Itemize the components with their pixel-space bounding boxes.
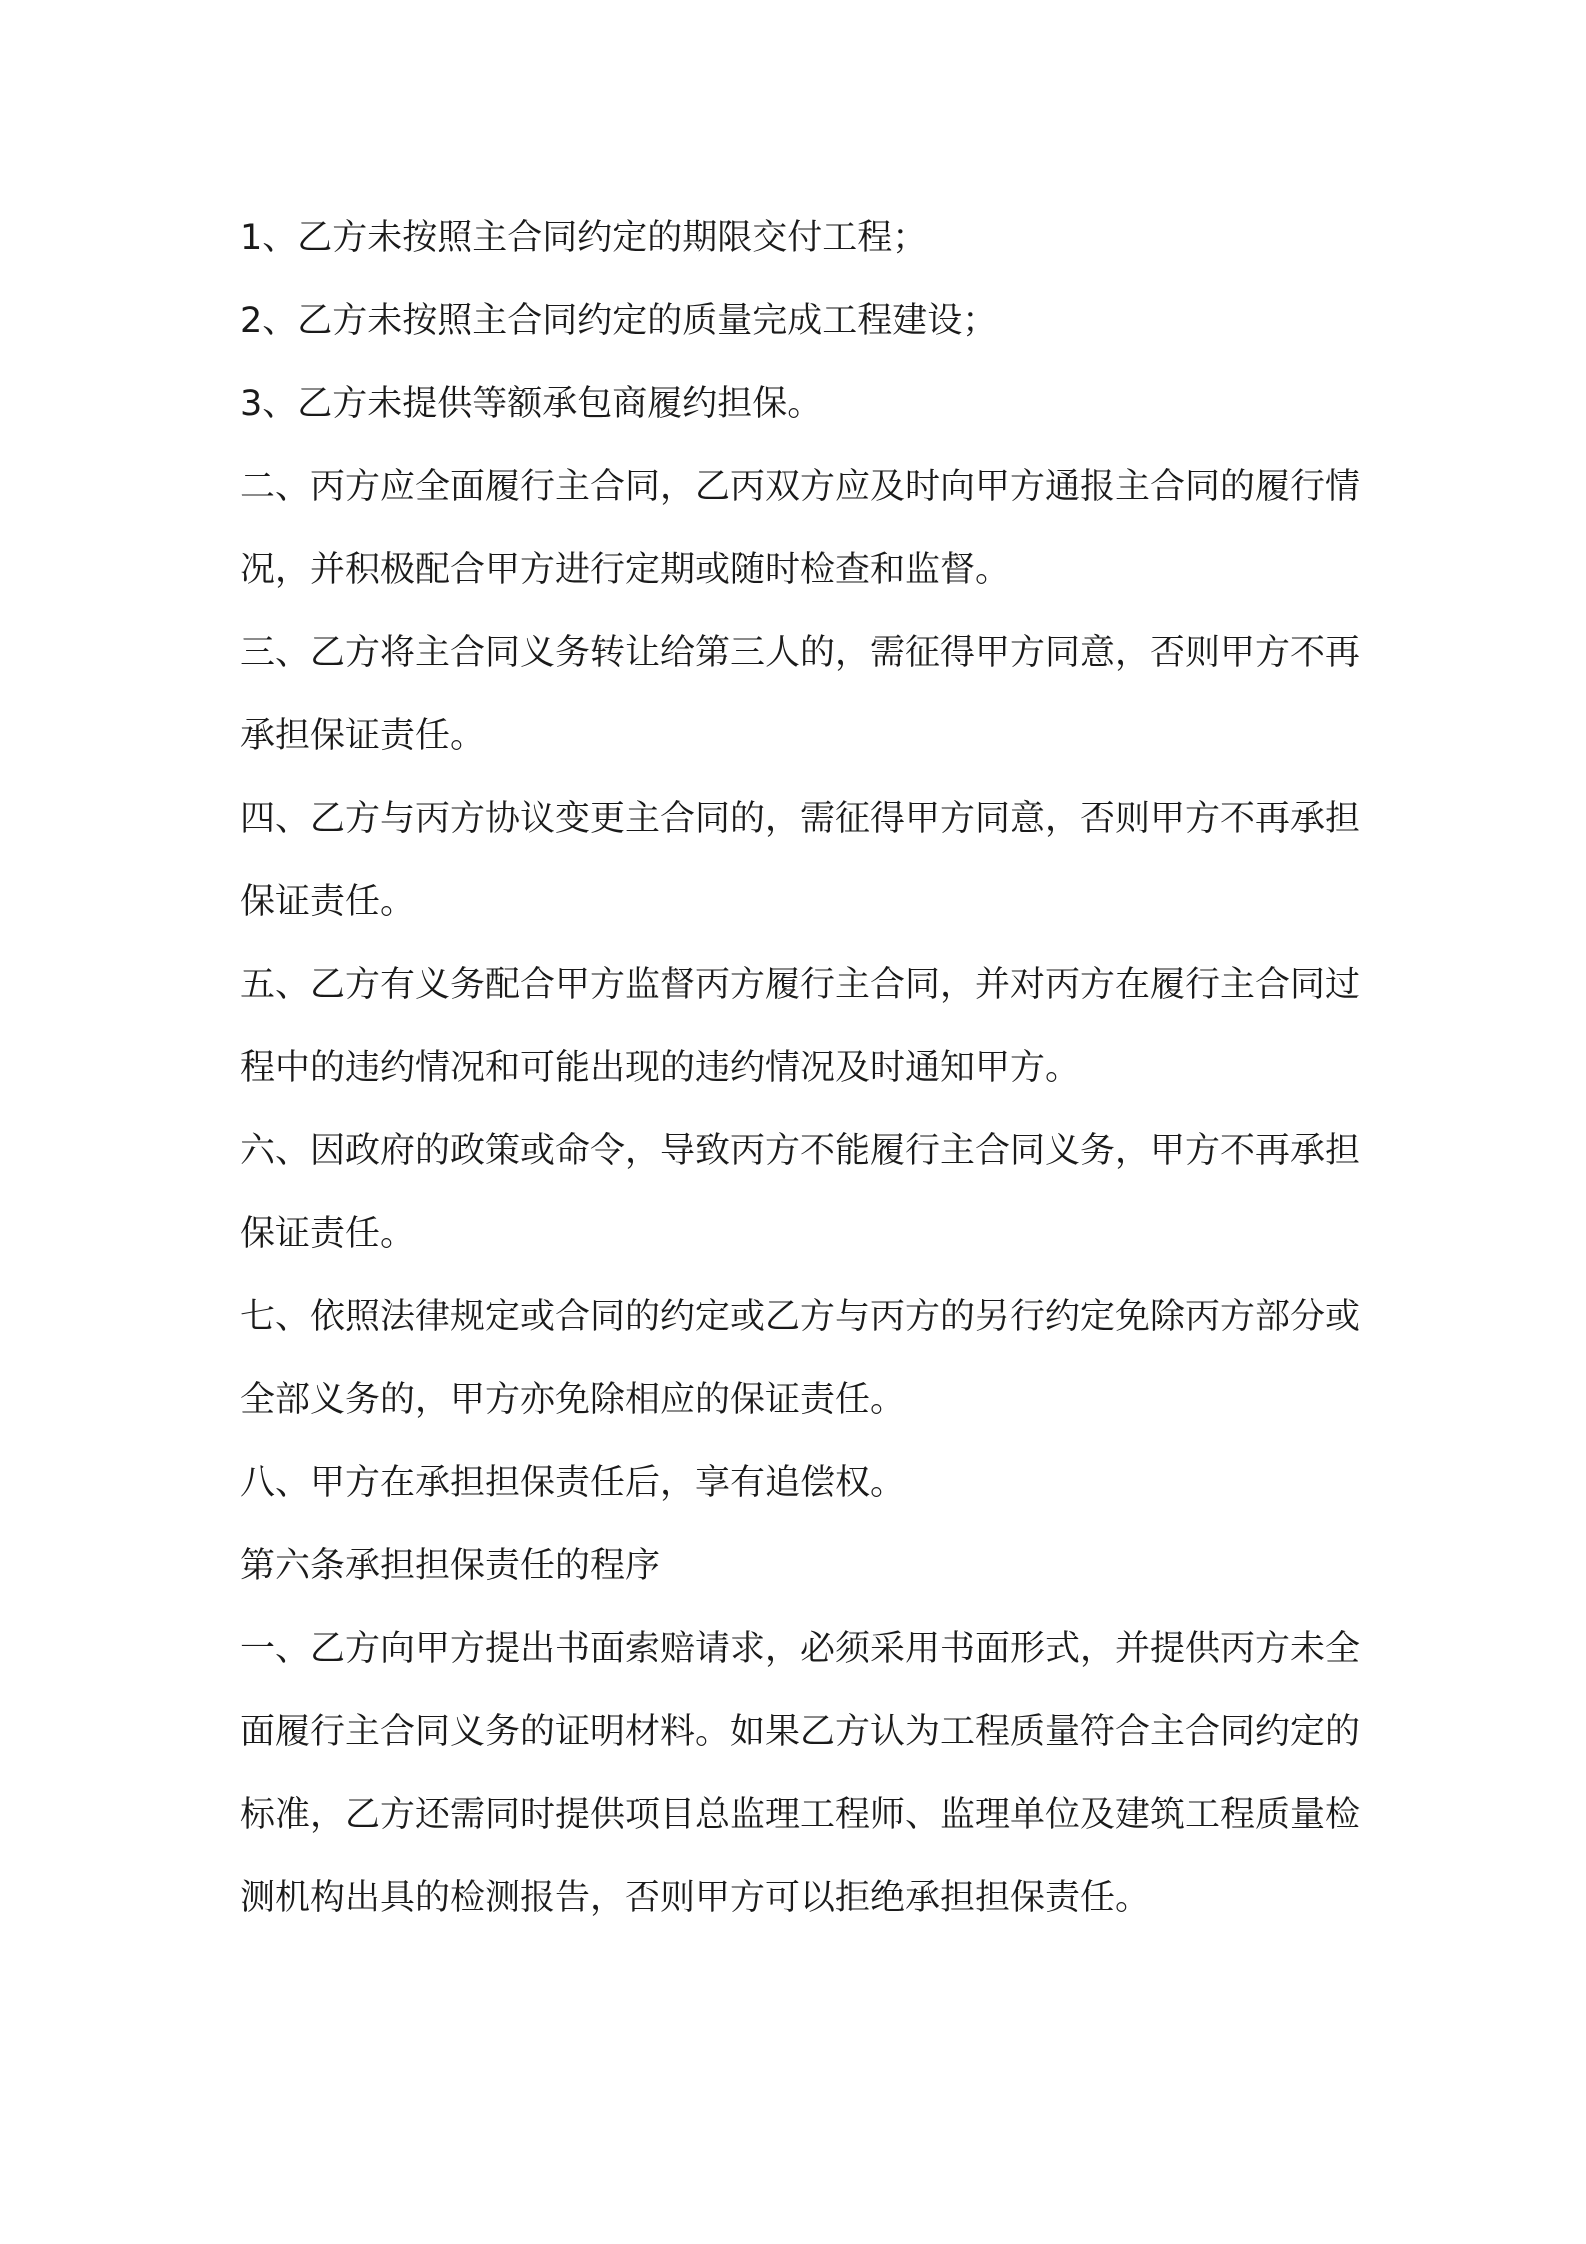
clause-eight: 八、甲方在承担担保责任后，享有追偿权。 <box>240 1463 906 1503</box>
clause-six: 六、因政府的政策或命令，导致丙方不能履行主合同义务，甲方不再承担保证责任。 <box>240 1131 1361 1254</box>
clause-item-2: 2、乙方未按照主合同约定的质量完成工程建设； <box>240 301 998 341</box>
clause-three: 三、乙方将主合同义务转让给第三人的，需征得甲方同意，否则甲方不再承担保证责任。 <box>240 633 1361 756</box>
clause-seven: 七、依照法律规定或合同的约定或乙方与丙方的另行约定免除丙方部分或全部义务的，甲方亦免除相应的保证责任。 <box>240 1297 1361 1420</box>
clause-item-1: 1、乙方未按照主合同约定的期限交付工程； <box>240 218 928 258</box>
clause-four: 四、乙方与丙方协议变更主合同的，需征得甲方同意，否则甲方不再承担保证责任。 <box>240 799 1361 922</box>
document-body <box>240 197 1360 1940</box>
clause-item-3: 3、乙方未提供等额承包商履约担保。 <box>240 384 823 424</box>
clause-two: 二、丙方应全面履行主合同，乙丙双方应及时向甲方通报主合同的履行情况，并积极配合甲方进行定期或随时检查和监督。 <box>240 467 1361 590</box>
section-heading-article-six: 第六条承担担保责任的程序 <box>240 1546 661 1586</box>
procedure-clause-one: 一、乙方向甲方提出书面索赔请求，必须采用书面形式，并提供丙方未全面履行主合同义务的证明材料。如果乙方认为工程质量符合主合同约定的标准，乙方还需同时提供项目总监理工程师、监理单位及建筑工程质量检测机构出具的检测报告，否则甲方可以拒绝承担担保责任。 <box>240 1629 1361 1918</box>
clause-five: 五、乙方有义务配合甲方监督丙方履行主合同，并对丙方在履行主合同过程中的违约情况和可能出现的违约情况及时通知甲方。 <box>240 965 1361 1088</box>
